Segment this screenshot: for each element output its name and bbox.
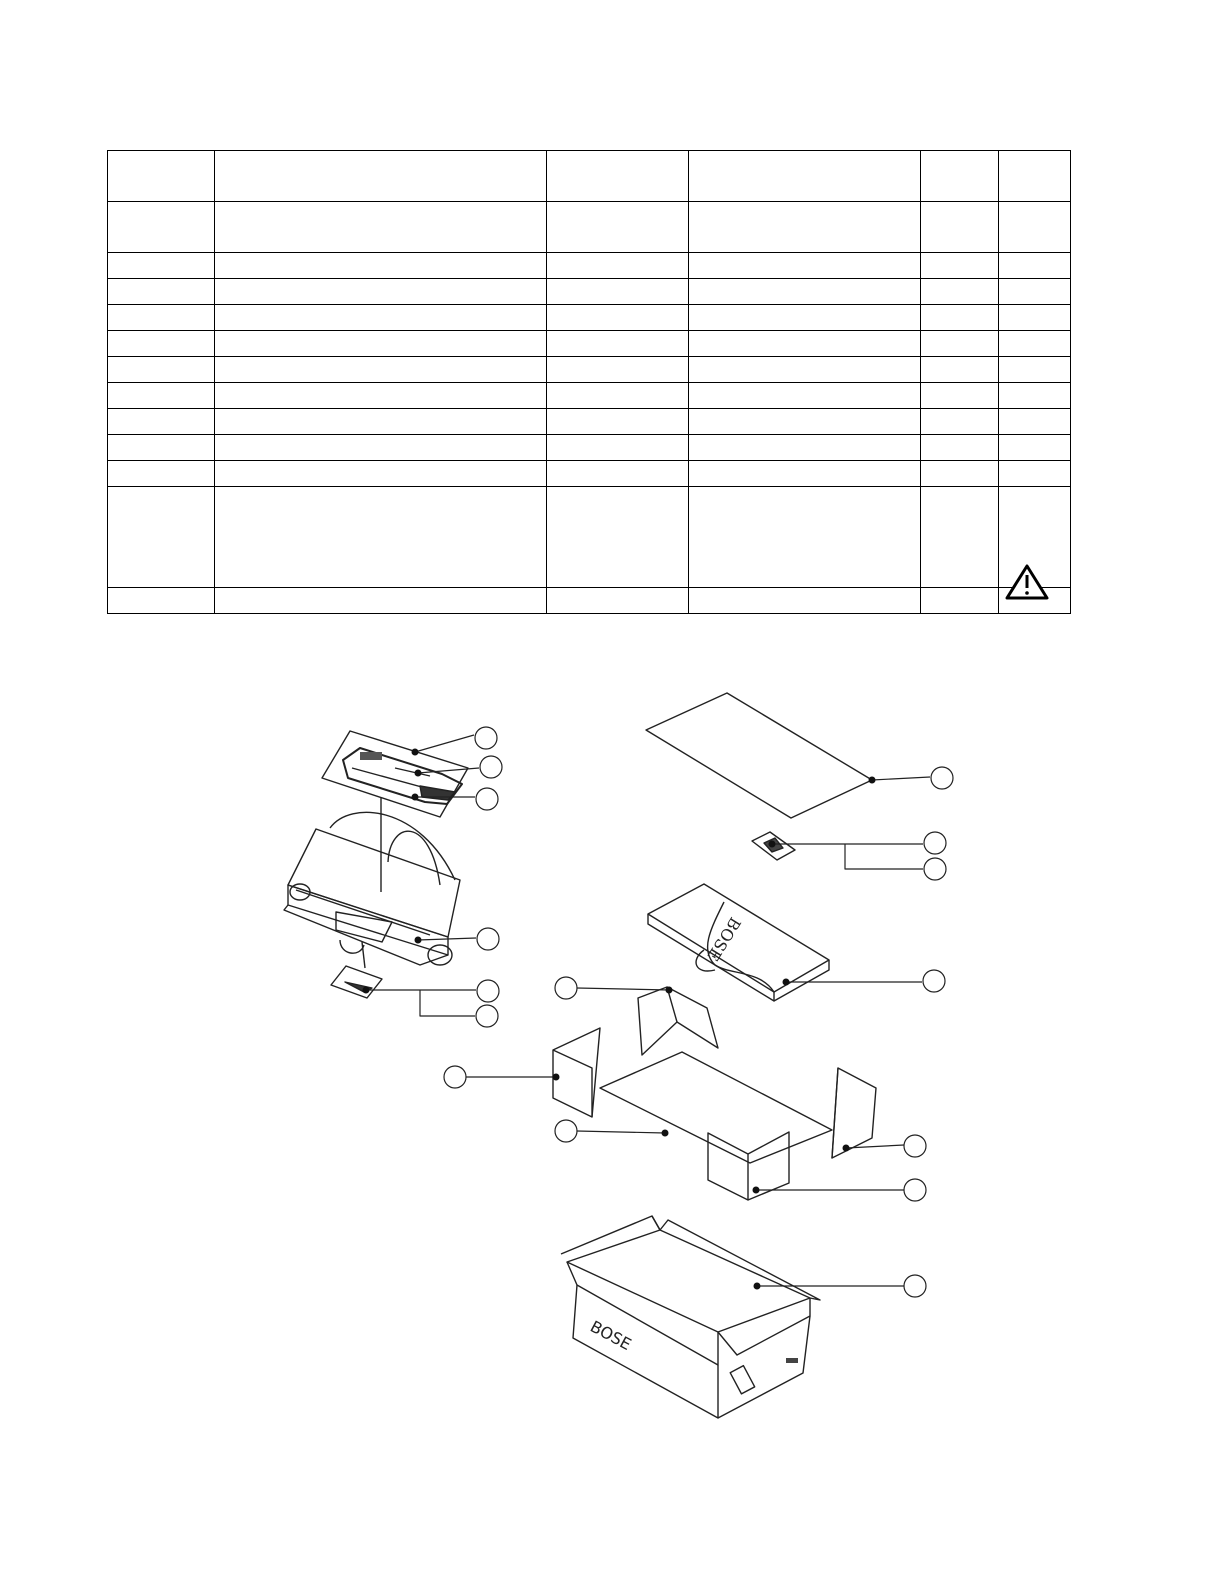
leader-lines	[366, 735, 930, 1286]
leader-dots	[363, 749, 876, 1290]
callout-circle	[555, 977, 577, 999]
callout-circle	[480, 756, 502, 778]
right-insert-illustration	[832, 1068, 876, 1158]
callout-circle	[931, 767, 953, 789]
callout-circle	[477, 980, 499, 1002]
tray-illustration	[600, 1052, 832, 1163]
box-brand-text: BOSE	[587, 1316, 635, 1354]
warning-triangle-icon	[1007, 566, 1047, 598]
callout-circle	[476, 788, 498, 810]
callout-circle	[924, 832, 946, 854]
rear-insert-illustration	[638, 987, 718, 1055]
remote-in-bag-illustration	[322, 731, 468, 817]
callout-circle	[555, 1120, 577, 1142]
accessory-bag-illustration	[331, 966, 382, 998]
callout-circle	[476, 1005, 498, 1027]
manual-sheet-illustration	[646, 693, 872, 818]
carrying-case-illustration	[284, 797, 460, 968]
callout-circle	[444, 1066, 466, 1088]
callout-circle	[477, 928, 499, 950]
callout-circle	[924, 858, 946, 880]
callout-circle	[923, 970, 945, 992]
callout-circle	[904, 1135, 926, 1157]
left-insert-illustration	[553, 1028, 600, 1117]
bagged-product-illustration	[648, 884, 829, 1001]
shipping-carton-illustration	[561, 1216, 820, 1418]
callout-circle	[904, 1179, 926, 1201]
callout-circles	[444, 727, 953, 1297]
callout-circle	[904, 1275, 926, 1297]
callout-circle	[475, 727, 497, 749]
bag-brand-text: BOSE	[703, 913, 745, 965]
